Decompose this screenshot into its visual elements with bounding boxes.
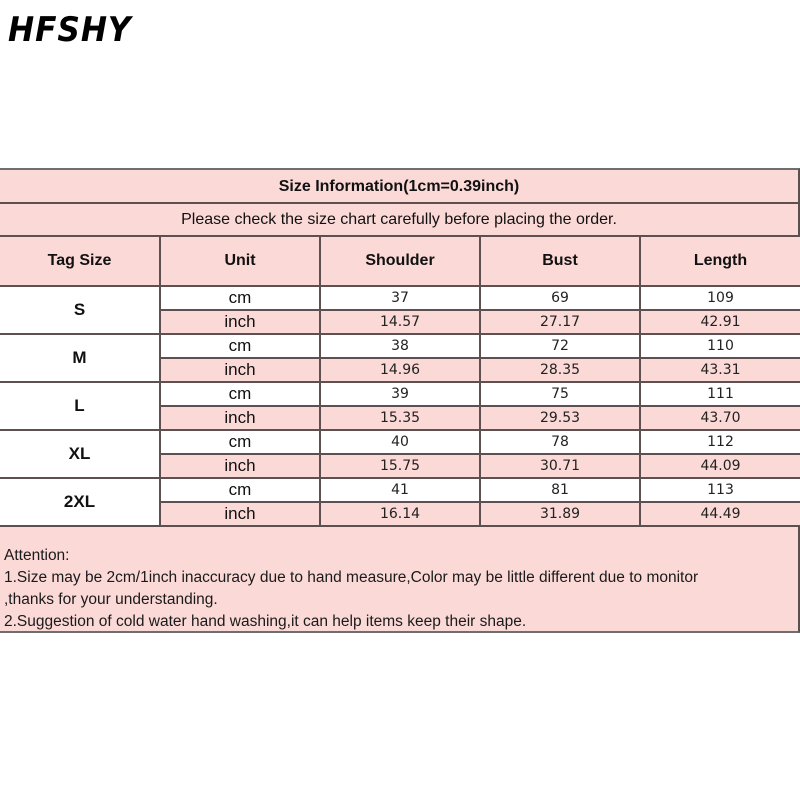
bust-cell: 29.53 — [480, 406, 640, 430]
header-shoulder: Shoulder — [320, 237, 480, 286]
bust-cell: 72 — [480, 334, 640, 358]
unit-cell: cm — [160, 430, 320, 454]
shoulder-cell: 38 — [320, 334, 480, 358]
shoulder-cell: 41 — [320, 478, 480, 502]
brand-logo: HFSHY — [8, 10, 132, 50]
tag-size-cell: L — [0, 382, 160, 430]
length-cell: 110 — [640, 334, 800, 358]
bust-cell: 31.89 — [480, 502, 640, 526]
shoulder-cell: 15.75 — [320, 454, 480, 478]
tag-size-cell: 2XL — [0, 478, 160, 526]
length-cell: 42.91 — [640, 310, 800, 334]
size-chart — [0, 168, 800, 633]
attention-note-1-cont: ,thanks for your understanding. — [4, 591, 218, 608]
unit-cell: cm — [160, 478, 320, 502]
shoulder-cell: 40 — [320, 430, 480, 454]
size-chart-title: Size Information(1cm=0.39inch) — [0, 170, 798, 204]
bust-cell: 27.17 — [480, 310, 640, 334]
length-cell: 113 — [640, 478, 800, 502]
header-length: Length — [640, 237, 800, 286]
tag-size-cell: XL — [0, 430, 160, 478]
length-cell: 43.31 — [640, 358, 800, 382]
header-tag-size: Tag Size — [0, 237, 160, 286]
table-row-s-cm — [0, 286, 800, 310]
shoulder-cell: 16.14 — [320, 502, 480, 526]
table-row-2xl-cm — [0, 478, 800, 502]
length-cell: 44.49 — [640, 502, 800, 526]
shoulder-cell: 39 — [320, 382, 480, 406]
size-table — [0, 237, 800, 527]
shoulder-cell: 14.57 — [320, 310, 480, 334]
bust-cell: 81 — [480, 478, 640, 502]
tag-size-cell: S — [0, 286, 160, 334]
unit-cell: inch — [160, 454, 320, 478]
unit-cell: inch — [160, 502, 320, 526]
length-cell: 109 — [640, 286, 800, 310]
attention-note-2: 2.Suggestion of cold water hand washing,it can help items keep their shape. — [4, 613, 527, 630]
shoulder-cell: 15.35 — [320, 406, 480, 430]
attention-note-1: 1.Size may be 2cm/1inch inaccuracy due to hand measure,Color may be little different due to monitor — [4, 569, 699, 586]
size-chart-subtitle: Please check the size chart carefully before placing the order. — [0, 204, 798, 237]
unit-cell: inch — [160, 358, 320, 382]
header-unit: Unit — [160, 237, 320, 286]
length-cell: 44.09 — [640, 454, 800, 478]
length-cell: 112 — [640, 430, 800, 454]
header-bust: Bust — [480, 237, 640, 286]
table-header-row — [0, 237, 800, 286]
shoulder-cell: 37 — [320, 286, 480, 310]
shoulder-cell: 14.96 — [320, 358, 480, 382]
bust-cell: 30.71 — [480, 454, 640, 478]
unit-cell: inch — [160, 406, 320, 430]
bust-cell: 75 — [480, 382, 640, 406]
tag-size-cell: M — [0, 334, 160, 382]
unit-cell: cm — [160, 286, 320, 310]
bust-cell: 69 — [480, 286, 640, 310]
bust-cell: 78 — [480, 430, 640, 454]
attention-notes — [0, 527, 798, 631]
length-cell: 111 — [640, 382, 800, 406]
bust-cell: 28.35 — [480, 358, 640, 382]
table-row-m-cm — [0, 334, 800, 358]
length-cell: 43.70 — [640, 406, 800, 430]
unit-cell: cm — [160, 382, 320, 406]
attention-heading: Attention: — [4, 547, 70, 564]
table-row-xl-cm — [0, 430, 800, 454]
table-row-l-cm — [0, 382, 800, 406]
unit-cell: inch — [160, 310, 320, 334]
unit-cell: cm — [160, 334, 320, 358]
